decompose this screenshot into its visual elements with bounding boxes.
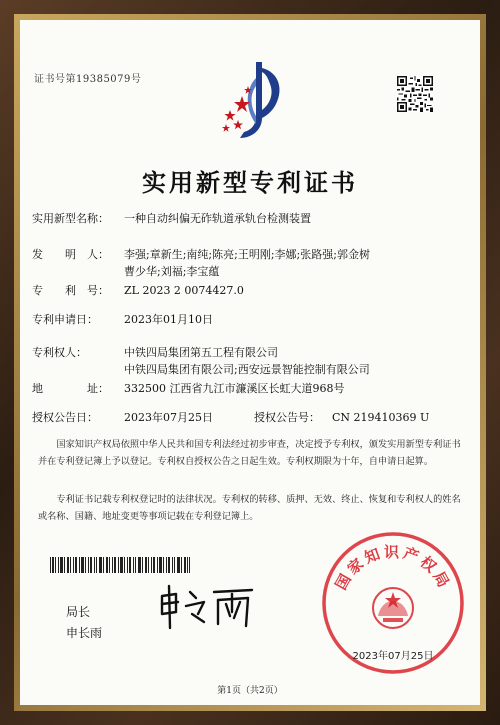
certificate-title: 实用新型专利证书 [142,168,358,197]
certificate-paper [20,20,480,705]
field-label: 地 址： [32,382,109,395]
director-signature-icon [156,582,276,632]
cnipa-emblem-icon [216,58,290,142]
director-title: 局长 [66,605,91,619]
field-utility-model-name [32,211,311,227]
field-label: 专利申请日： [32,313,98,326]
grant-date: 2023年07月25日 [124,411,213,424]
inventors-line-2: 曹少华;刘福;李宝蕴 [124,265,220,278]
field-address [32,381,345,397]
field-label: 专 利 号： [32,284,109,297]
seal-text: 国家知识产权局 [331,543,455,593]
patentee-line-1: 中铁四局集团第五工程有限公司 [124,346,278,359]
field-patentees [32,345,370,376]
official-seal-icon [320,530,466,676]
notice-paragraph-1: 国家知识产权局依照中华人民共和国专利法经过初步审查，决定授予专利权，颁发实用新型专利证书并在专利登记簿上予以登记。专利权自授权公告之日起生效。专利权期限为十年，自申请日起算。 [38,439,461,467]
field-label: 发 明 人： [32,248,109,261]
grant-number-label: 授权公告号： [254,411,320,424]
utility-model-name: 一种自动纠偏无砟轨道承轨台检测装置 [124,212,311,225]
field-application-date [32,312,213,328]
qr-code-icon [397,76,433,112]
inventors-line-1: 李强;章新生;南纯;陈亮;王明刚;李娜;张路强;郭金树 [124,248,370,261]
patentee-line-2: 中铁四局集团有限公司;西安远景智能控制有限公司 [124,363,370,376]
barcode-icon [50,557,190,573]
field-label: 专利权人： [32,346,87,359]
field-label: 实用新型名称： [32,212,109,225]
address: 332500 江西省九江市濂溪区长虹大道968号 [124,382,345,395]
certificate-number: 证书号第19385079号 [34,74,142,85]
page-number: 第1页（共2页） [217,686,283,696]
grant-date-label: 授权公告日： [32,411,98,424]
director-name: 申长雨 [66,626,103,640]
notice-paragraph-2: 专利证书记载专利权登记时的法律状况。专利权的转移、质押、无效、终止、恢复和专利权人的姓名或名称、国籍、地址变更等事项记载在专利登记簿上。 [38,494,461,522]
field-grant [32,410,430,426]
patent-number: ZL 2023 2 0074427.0 [124,284,244,297]
seal-date: 2023年07月25日 [352,651,434,662]
application-date: 2023年01月10日 [124,313,213,326]
grant-number: CN 219410369 U [332,411,430,424]
field-inventors [32,247,370,278]
field-patent-number [32,283,244,299]
